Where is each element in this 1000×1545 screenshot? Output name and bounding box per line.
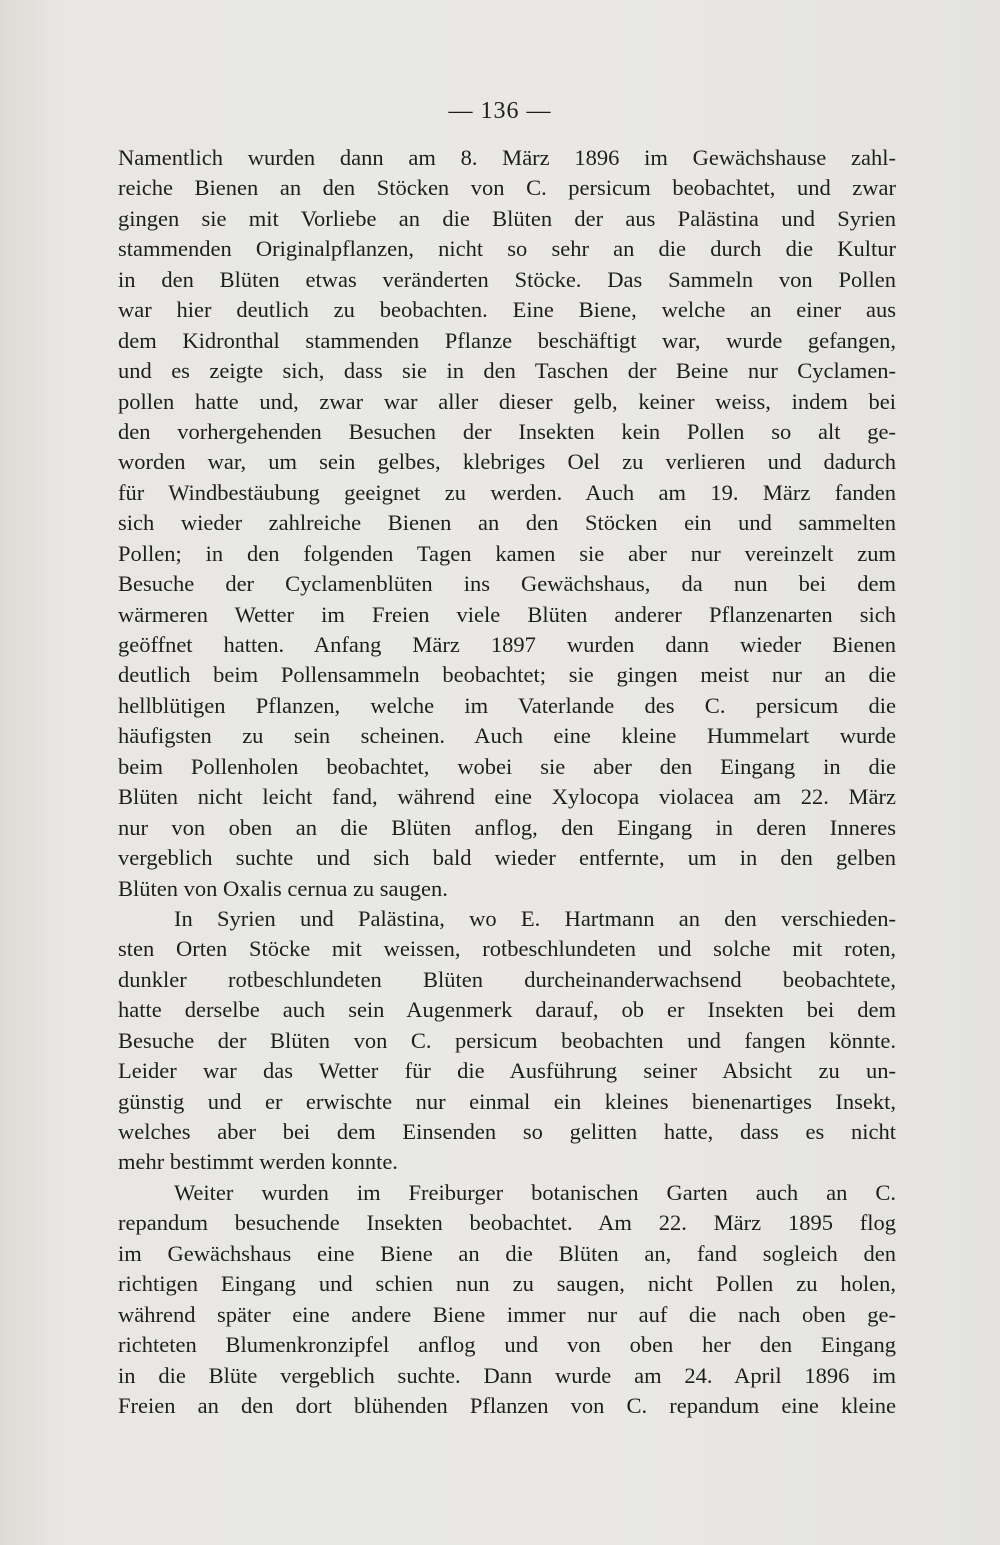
text-line: richtigen Eingang und schien nun zu saugen, nicht Pollen zu holen, (118, 1271, 896, 1297)
text-line: hellblütigen Pflanzen, welche im Vaterlande des C. persicum die (118, 692, 896, 718)
text-line: den vorhergehenden Besuchen der Insekten kein Pollen so alt ge- (118, 418, 896, 444)
text-line: günstig und er erwischte nur einmal ein kleines bienenartiges Insekt, (118, 1088, 896, 1114)
text-line: nur von oben an die Blüten anflog, den Eingang in deren Inneres (118, 814, 896, 840)
text-line: hatte derselbe auch sein Augenmerk darauf, ob er Insekten bei dem (118, 997, 896, 1023)
text-line: im Gewächshaus eine Biene an die Blüten an, fand sogleich den (118, 1240, 896, 1266)
text-line: gingen sie mit Vorliebe an die Blüten der aus Palästina und Syrien (118, 205, 896, 231)
text-line: Besuche der Cyclamenblüten ins Gewächshaus, da nun bei dem (118, 571, 896, 597)
text-line: pollen hatte und, zwar war aller dieser gelb, keiner weiss, indem bei (118, 388, 896, 414)
text-line: dunkler rotbeschlundeten Blüten durcheinanderwachsend beobachtete, (118, 966, 896, 992)
paragraph-1 (118, 143, 896, 904)
text-line: häufigsten zu sein scheinen. Auch eine kleine Hummelart wurde (118, 723, 896, 749)
paragraph-3 (118, 1178, 896, 1422)
text-line: in die Blüte vergeblich suchte. Dann wurde am 24. April 1896 im (118, 1362, 896, 1388)
text-line: richteten Blumenkronzipfel anflog und von oben her den Eingang (118, 1332, 896, 1358)
body-text (118, 143, 896, 1421)
text-line: für Windbestäubung geeignet zu werden. Auch am 19. März fanden (118, 479, 896, 505)
text-line: wärmeren Wetter im Freien viele Blüten anderer Pflanzenarten sich (118, 601, 896, 627)
text-line: Leider war das Wetter für die Ausführung seiner Absicht zu un- (118, 1058, 896, 1084)
text-line: Freien an den dort blühenden Pflanzen von C. repandum eine kleine (118, 1392, 896, 1418)
text-line: In Syrien und Palästina, wo E. Hartmann an den verschieden- (174, 905, 896, 931)
text-line: während später eine andere Biene immer nur auf die nach oben ge- (118, 1301, 896, 1327)
page-number: — 136 — (448, 98, 552, 124)
text-line: beim Pollenholen beobachtet, wobei sie aber den Eingang in die (118, 753, 896, 779)
text-line: sten Orten Stöcke mit weissen, rotbeschlundeten und solche mit roten, (118, 936, 896, 962)
text-line: und es zeigte sich, dass sie in den Taschen der Beine nur Cyclamen- (118, 358, 896, 384)
text-line: Pollen; in den folgenden Tagen kamen sie aber nur vereinzelt zum (118, 540, 896, 566)
paragraph-2 (118, 904, 896, 1178)
text-line: Besuche der Blüten von C. persicum beobachten und fangen könnte. (118, 1027, 896, 1053)
text-line: sich wieder zahlreiche Bienen an den Stöcken ein und sammelten (118, 510, 896, 536)
text-line: Blüten von Oxalis cernua zu saugen. (118, 875, 448, 901)
text-line: mehr bestimmt werden konnte. (118, 1149, 398, 1175)
text-line: dem Kidronthal stammenden Pflanze beschäftigt war, wurde gefangen, (118, 327, 896, 353)
text-line: Namentlich wurden dann am 8. März 1896 im Gewächshause zahl- (118, 145, 896, 170)
text-line: deutlich beim Pollensammeln beobachtet; sie gingen meist nur an die (118, 662, 896, 688)
text-line: geöffnet hatten. Anfang März 1897 wurden dann wieder Bienen (118, 632, 896, 657)
text-line: worden war, um sein gelbes, klebriges Oel zu verlieren und dadurch (118, 449, 896, 475)
text-line: reiche Bienen an den Stöcken von C. persicum beobachtet, und zwar (118, 175, 896, 201)
text-line: Weiter wurden im Freiburger botanischen Garten auch an C. (174, 1179, 896, 1205)
text-line: Blüten nicht leicht fand, während eine Xylocopa violacea am 22. März (118, 784, 896, 810)
text-line: war hier deutlich zu beobachten. Eine Biene, welche an einer aus (118, 297, 896, 323)
text-line: welches aber bei dem Einsenden so gelitten hatte, dass es nicht (118, 1119, 896, 1144)
text-line: stammenden Originalpflanzen, nicht so sehr an die durch die Kultur (118, 236, 896, 262)
text-line: vergeblich suchte und sich bald wieder entfernte, um in den gelben (118, 845, 896, 871)
text-line: in den Blüten etwas veränderten Stöcke. Das Sammeln von Pollen (118, 266, 896, 292)
text-line: repandum besuchende Insekten beobachtet. Am 22. März 1895 flog (118, 1210, 896, 1236)
